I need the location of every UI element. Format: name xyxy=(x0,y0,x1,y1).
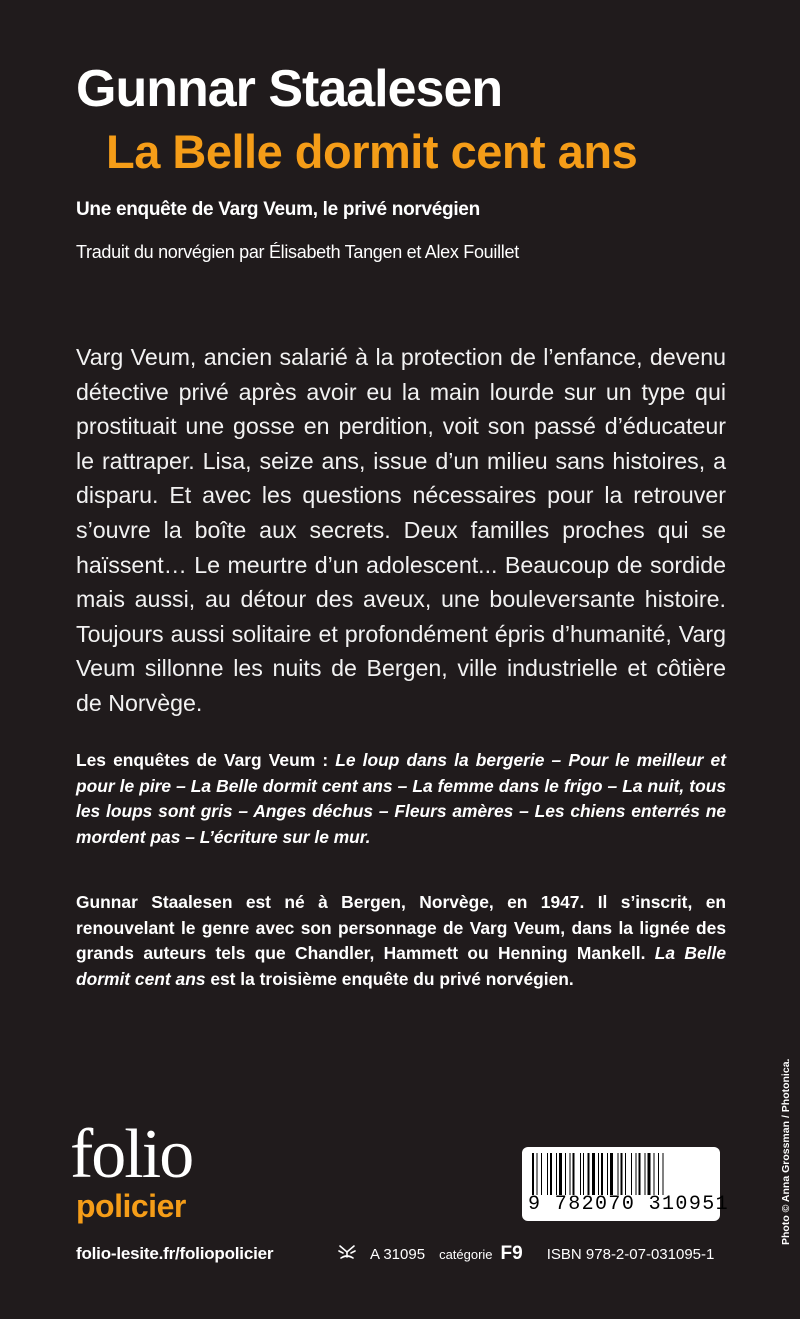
series-label: Les enquêtes de Varg Veum : xyxy=(76,750,336,770)
category-code: F9 xyxy=(500,1243,523,1264)
blurb-paragraph: Varg Veum, ancien salarié à la protection de l’enfance, devenu détective privé après avoir eu la main lourde sur un type qui prostituait une gosse en perdition, voit son passé d’éducateur le rattraper. Lisa, seize ans, issue d’un milieu sans histoires, a disparu. Et avec les questions nécessaires pour la retrouver s’ouvre la boîte aux secrets. Deux familles proches qui se haïssent… Le meurtre d’un adolescent... Beaucoup de sordide mais aussi, au détour des aveux, une bouleversante histoire. Toujours aussi solitaire et profondément épris d’humanité, Varg Veum sillonne les nuits de Bergen, ville industrielle et côtière de Norvège. xyxy=(76,344,726,716)
reference-code: A 31095 xyxy=(370,1245,426,1263)
series-titles: Le loup dans la bergerie – Pour le meilleur et pour le pire – La Belle dormit cent ans – La femme dans le frigo – La nuit, tous les loups sont gris – Anges déchus – Fleurs amères – Les chiens enterrés ne mordent pas – L’écriture sur le mur. xyxy=(76,750,726,847)
barcode xyxy=(522,1147,730,1221)
folio-policier-logo xyxy=(70,1116,200,1240)
bio-part1: Gunnar Staalesen est né à Bergen, Norvège, en 1947. Il s’inscrit, en renouvelant le genre avec son personnage de Varg Veum, dans la lignée des grands auteurs tels que Chandler, Hammett ou Henning Mankell. xyxy=(76,892,726,963)
website-url: folio-lesite.fr/foliopolicier xyxy=(76,1244,274,1263)
barcode-digits: 9 782070 310951 xyxy=(528,1193,730,1216)
category-label: catégorie xyxy=(439,1246,493,1262)
isbn: ISBN 978-2-07-031095-1 xyxy=(546,1245,715,1263)
book-title: La Belle dormit cent ans xyxy=(106,125,638,178)
translator-credit: Traduit du norvégien par Élisabeth Tangen et Alex Fouillet xyxy=(76,242,519,262)
barcode-bars xyxy=(532,1153,712,1195)
photo-credit: Photo © Anna Grossman / Photonica. xyxy=(780,1058,792,1245)
bio-part2: est la troisième enquête du privé norvégien. xyxy=(205,968,574,989)
logo-policier-text: policier xyxy=(76,1188,186,1224)
book-subtitle: Une enquête de Varg Veum, le privé norvégien xyxy=(76,199,480,220)
gallimard-icon xyxy=(336,1243,358,1265)
series-list xyxy=(76,748,726,850)
logo-folio-text: folio xyxy=(70,1116,193,1193)
author-bio xyxy=(76,890,726,992)
bottom-info-row xyxy=(336,1242,714,1266)
bio-title: La Belle dormit cent ans xyxy=(76,943,726,989)
author-name: Gunnar Staalesen xyxy=(76,60,503,118)
